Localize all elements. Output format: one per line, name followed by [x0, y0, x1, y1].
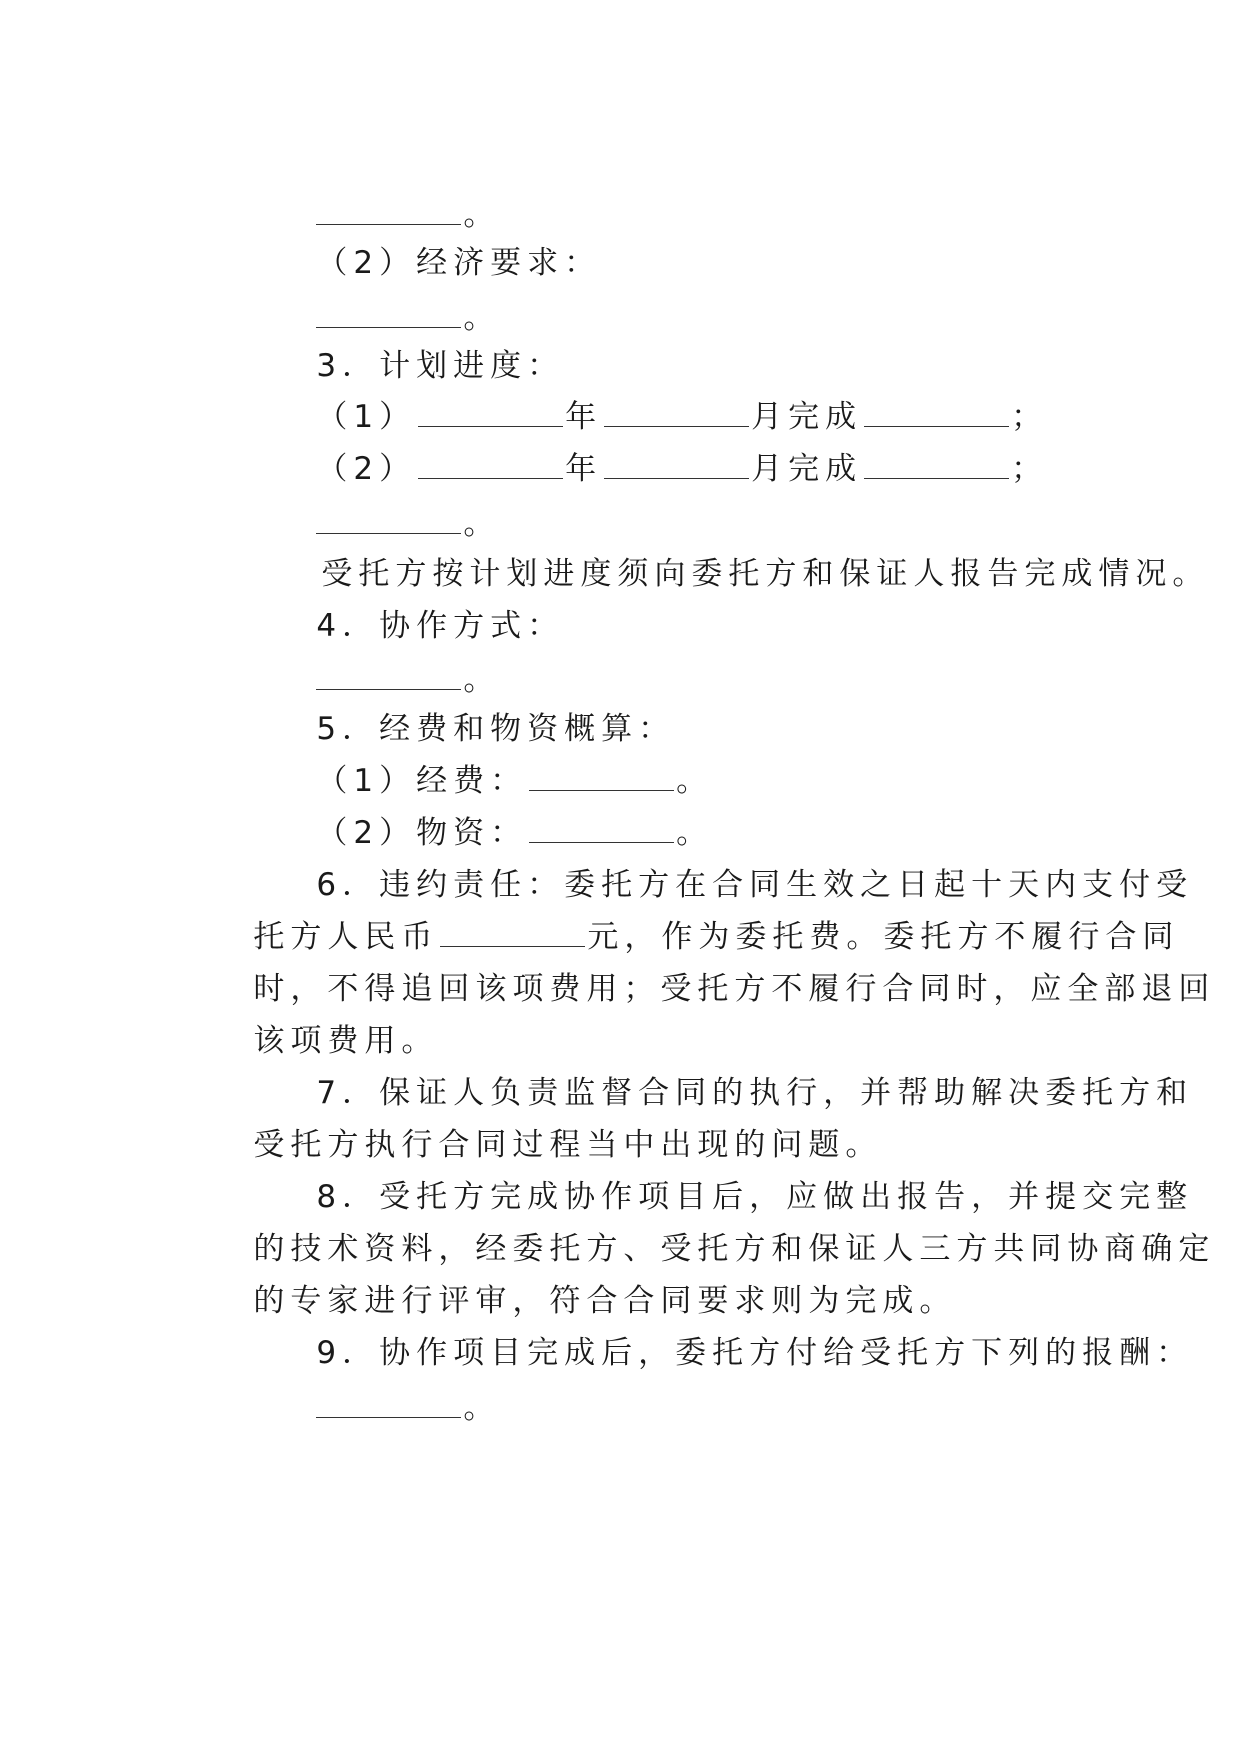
blank-line-1 — [253, 155, 501, 233]
completion-line-2 — [190, 1189, 1216, 1267]
line-text: 元，作为委托费。委托方不履行合同 — [587, 919, 1180, 955]
blank-line-4 — [253, 620, 501, 698]
line-text: （2）物资： — [316, 815, 528, 851]
blank-line-3 — [253, 464, 501, 542]
blank-line-2 — [253, 258, 501, 336]
line-text: （2）经济要求： — [316, 245, 602, 281]
liability-line-1 — [253, 825, 1194, 903]
line-text: （1） — [316, 399, 417, 435]
line-text: 。 — [463, 662, 501, 698]
budget-funds — [253, 721, 714, 799]
liability-line-3 — [190, 929, 1216, 1007]
liability-line-4 — [190, 981, 439, 1059]
line-text: 5．经费和物资概算： — [316, 711, 676, 747]
remuneration-line — [253, 1293, 1194, 1371]
line-text: 。 — [676, 815, 714, 851]
line-text: （1）经费： — [316, 763, 528, 799]
fill-blank — [604, 454, 749, 479]
schedule-row-1 — [253, 357, 1049, 435]
line-text: 受托方执行合同过程当中出现的问题。 — [253, 1127, 883, 1163]
liability-line-2 — [190, 877, 1180, 955]
line-text: 月完成 — [751, 451, 863, 487]
line-text: 3．计划进度： — [316, 348, 565, 384]
report-progress-sentence — [258, 514, 1210, 592]
line-text: 的技术资料，经委托方、受托方和保证人三方共同协商确定 — [253, 1231, 1216, 1267]
line-text: 。 — [676, 763, 714, 799]
heading-schedule — [253, 306, 565, 384]
line-text: 的专家进行评审，符合合同要求则为完成。 — [253, 1283, 957, 1319]
line-text: 该项费用。 — [253, 1023, 439, 1059]
line-text: 9．协作项目完成后，委托方付给受托方下列的报酬： — [316, 1335, 1194, 1371]
line-text: ； — [1011, 451, 1049, 487]
line-text: 。 — [463, 300, 501, 336]
line-text: 7．保证人负责监督合同的执行，并帮助解决委托方和 — [316, 1075, 1194, 1111]
completion-line-1 — [253, 1137, 1194, 1215]
completion-line-3 — [190, 1241, 957, 1319]
blank-line-5 — [253, 1348, 501, 1426]
fill-blank — [864, 454, 1009, 479]
schedule-row-2 — [253, 409, 1049, 487]
line-text: 月完成 — [751, 399, 863, 435]
line-text: 8．受托方完成协作项目后，应做出报告，并提交完整 — [316, 1179, 1194, 1215]
line-text: 。 — [463, 1390, 501, 1426]
heading-cooperation — [253, 566, 565, 644]
line-text: 年 — [565, 451, 603, 487]
item-economic-requirement — [253, 203, 602, 281]
guarantor-line-2 — [190, 1085, 883, 1163]
fill-blank — [316, 1393, 461, 1418]
line-text: 受托方按计划进度须向委托方和保证人报告完成情况。 — [321, 556, 1210, 592]
line-text: 。 — [463, 506, 501, 542]
heading-budget — [253, 669, 676, 747]
line-text: 时，不得追回该项费用；受托方不履行合同时，应全部退回 — [253, 971, 1216, 1007]
line-text: 。 — [463, 197, 501, 233]
line-text: 4．协作方式： — [316, 608, 565, 644]
line-text: （2） — [316, 451, 417, 487]
budget-materials — [253, 773, 714, 851]
line-text: 年 — [565, 399, 603, 435]
line-text: 托方人民币 — [253, 919, 439, 955]
line-text: 6．违约责任：委托方在合同生效之日起十天内支付受 — [316, 867, 1194, 903]
guarantor-line-1 — [253, 1033, 1194, 1111]
line-text: ； — [1011, 399, 1049, 435]
